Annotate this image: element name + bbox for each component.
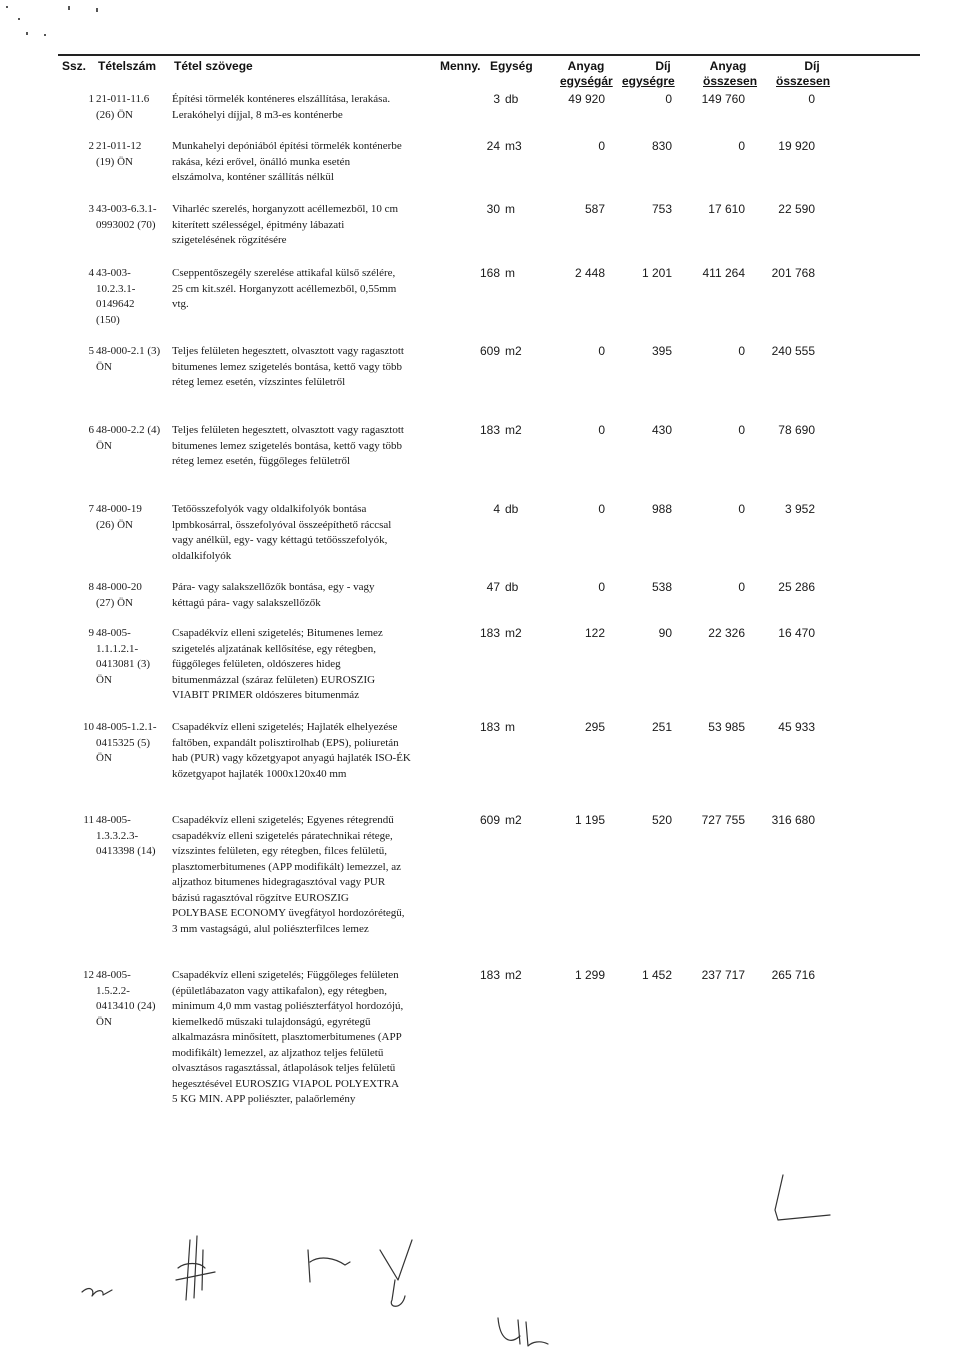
- row-code: 48-005- 1.1.1.2.1- 0413081 (3) ÖN: [96, 627, 151, 686]
- row-dij-egysegre: 830: [651, 139, 672, 153]
- row-dij-osszesen: 45 933: [778, 720, 815, 734]
- row-description: Csapadékvíz elleni szigetelés; Hajlaték elhelyezése faltőben, expandált polisztirolhab (EPS), poliuretán hab (PUR) vagy kőzetgyapot anyagú hajlaték ISO-ÉK kőzetgyapot hajlaték 1000x120x40 mm: [172, 721, 411, 780]
- row-index: 1: [88, 93, 94, 105]
- row-dij-osszesen: 19 920: [778, 139, 815, 153]
- row-quantity: 183: [479, 423, 500, 437]
- row-anyag-osszesen: 0: [738, 344, 745, 358]
- row-anyag-osszesen: 0: [738, 139, 745, 153]
- row-description: Csapadékvíz elleni szigetelés; Függőleges felületen (épületlábazaton vagy attikafalon), egy rétegben, minimum 4,0 mm vastag poliészterfátyol hordozójú, kiemelkedő műszaki tulajdonságú, egyrétegű alkalmazásra minősített, plasztomerbitumenes (APP modifikált) lemezzel, az aljzathoz teljes felületű olvasztásos ragasztással, átlapolások teljes felületű hegesztésével EUROSZIG VIAPOL POLYEXTRA 5 KG MIN. APP poliészter, palaőrlemény: [172, 969, 404, 1105]
- header-tetel-szovege: Tétel szövege: [174, 59, 253, 73]
- row-quantity: 24: [486, 139, 500, 153]
- row-code: 48-000-2.2 (4) ÖN: [96, 424, 161, 452]
- row-index: 2: [88, 140, 94, 152]
- row-code: 21-011-11.6 (26) ÖN: [96, 93, 150, 121]
- row-anyag-egysegar: 122: [584, 626, 605, 640]
- row-index: 10: [83, 721, 94, 733]
- row-code: 43-003-6.3.1- 0993002 (70): [96, 203, 157, 231]
- row-dij-osszesen: 22 590: [778, 202, 815, 216]
- row-index: 11: [83, 814, 94, 826]
- header-osszesen-1: összesen: [703, 74, 758, 88]
- row-code: 43-003- 10.2.3.1- 0149642 (150): [96, 267, 136, 326]
- row-anyag-osszesen: 22 326: [708, 626, 745, 640]
- header-anyag-1: Anyag: [567, 59, 605, 73]
- row-quantity: 30: [486, 202, 500, 216]
- row-description: Tetőösszefolyók vagy oldalkifolyók bontása lpmbkosárral, összefolyóval összeépíthető ráccsal vagy anélkül, egy- vagy kéttagú tetőösszefolyók, oldalkifolyók: [172, 503, 392, 562]
- row-anyag-egysegar: 2 448: [574, 266, 605, 280]
- row-index: 8: [88, 581, 94, 593]
- row-code: 48-000-20 (27) ÖN: [96, 581, 142, 609]
- row-description: Cseppentőszegély szerelése attikafal külső szélére, 25 cm kit.szél. Horganyzott acéllemezből, 0,55mm vtg.: [172, 267, 397, 310]
- row-unit: m2: [505, 344, 522, 358]
- row-description: Építési törmelék konténeres elszállítása, lerakása. Lerakóhelyi díjjal, 8 m3-es konténerbe: [172, 93, 391, 121]
- row-code: 48-000-2.1 (3) ÖN: [96, 345, 161, 373]
- row-dij-egysegre: 538: [651, 580, 672, 594]
- row-anyag-osszesen: 0: [738, 423, 745, 437]
- row-unit: m2: [505, 423, 522, 437]
- header-top-rule: [58, 54, 920, 56]
- row-anyag-egysegar: 1 195: [574, 813, 605, 827]
- header-egysegre: egységre: [622, 74, 675, 88]
- signature-mark-5: [380, 1240, 412, 1306]
- row-index: 9: [88, 627, 94, 639]
- row-anyag-osszesen: 0: [738, 502, 745, 516]
- row-dij-osszesen: 25 286: [778, 580, 815, 594]
- header-osszesen-2: összesen: [776, 74, 831, 88]
- row-anyag-egysegar: 0: [598, 423, 605, 437]
- row-quantity: 3: [493, 92, 500, 106]
- signature-mark-3: [176, 1236, 215, 1300]
- row-description: Pára- vagy salakszellőzők bontása, egy - vagy kéttagú pára- vagy salakszellőzők: [172, 581, 375, 609]
- row-anyag-egysegar: 0: [598, 502, 605, 516]
- row-anyag-egysegar: 587: [584, 202, 605, 216]
- header-tetelszam: Tételszám: [98, 59, 157, 73]
- row-anyag-osszesen: 237 717: [701, 968, 745, 982]
- signature-mark-2: [82, 1289, 112, 1296]
- row-unit: m: [505, 266, 515, 280]
- row-dij-osszesen: 316 680: [771, 813, 815, 827]
- row-unit: m: [505, 202, 515, 216]
- row-index: 7: [88, 503, 94, 515]
- row-index: 5: [88, 345, 94, 357]
- row-unit: m3: [505, 139, 522, 153]
- scan-specks: [4, 4, 114, 44]
- signature-mark-1: [775, 1175, 830, 1220]
- signature-mark-6: [498, 1318, 548, 1346]
- header-menny: Menny.: [440, 59, 481, 73]
- row-anyag-egysegar: 295: [584, 720, 605, 734]
- row-dij-egysegre: 395: [651, 344, 672, 358]
- row-anyag-osszesen: 17 610: [708, 202, 745, 216]
- row-unit: m2: [505, 626, 522, 640]
- row-unit: m2: [505, 813, 522, 827]
- row-description: Csapadékvíz elleni szigetelés; Bitumenes lemez szigetelés aljzatának kellősítése, egy rétegben, függőleges felületen, oldószeres hideg bitumenmázzal (száraz felületen) EUROSZIG VIABIT PRIMER oldószeres bitumenmáz: [172, 627, 383, 701]
- row-quantity: 183: [479, 968, 500, 982]
- row-anyag-osszesen: 0: [738, 580, 745, 594]
- row-anyag-egysegar: 1 299: [574, 968, 605, 982]
- row-index: 4: [88, 267, 94, 279]
- row-dij-osszesen: 265 716: [771, 968, 815, 982]
- row-dij-osszesen: 3 952: [784, 502, 815, 516]
- row-description: Viharléc szerelés, horganyzott acéllemezből, 10 cm kiterített szélességel, épitmény lábazati szigetelésének rögzítésére: [172, 203, 399, 246]
- row-unit: m: [505, 720, 515, 734]
- row-unit: db: [505, 502, 519, 516]
- row-dij-egysegre: 1 201: [641, 266, 672, 280]
- header-egysegar: egységár: [560, 74, 613, 88]
- row-anyag-egysegar: 0: [598, 344, 605, 358]
- row-code: 48-005- 1.5.2.2- 0413410 (24) ÖN: [96, 969, 156, 1028]
- row-description: Teljes felületen hegesztett, olvasztott vagy ragasztott bitumenes lemez szigetelés bontása, kettő vagy több réteg lemez esetén, függőleges felületről: [172, 424, 404, 467]
- signature-mark-4: [308, 1250, 350, 1282]
- row-description: Teljes felületen hegesztett, olvasztott vagy ragasztott bitumenes lemez szigetelés bontása, kettő vagy több réteg lemez esetén, vízszintes felületről: [172, 345, 404, 388]
- row-dij-egysegre: 251: [651, 720, 672, 734]
- row-anyag-osszesen: 411 264: [702, 266, 745, 280]
- row-unit: db: [505, 92, 519, 106]
- row-description: Csapadékvíz elleni szigetelés; Egyenes rétegrendű csapadékvíz elleni szigetelés páratechnikai rétege, vízszintes felületen, egy rétegben, filces felületű, plasztomerbitumenes (APP modifikált) lemezzel, az aljzathoz bitumenes hidegragasztóval vagy PUR bázisú ragasztóval rögzítve EUROSZIG POLYBASE ECONOMY üvegfátyol hordozórétegű, 3 mm vastagságú, alul poliészterfilces lemez: [172, 814, 405, 935]
- row-dij-osszesen: 240 555: [771, 344, 815, 358]
- row-code: 48-005- 1.3.3.2.3- 0413398 (14): [96, 814, 156, 857]
- header-ssz: Ssz.: [62, 59, 87, 73]
- row-unit: db: [505, 580, 519, 594]
- row-code: 21-011-12 (19) ÖN: [96, 140, 142, 168]
- row-dij-egysegre: 1 452: [641, 968, 672, 982]
- row-dij-osszesen: 0: [808, 92, 815, 106]
- row-anyag-osszesen: 53 985: [708, 720, 745, 734]
- row-dij-osszesen: 201 768: [771, 266, 815, 280]
- row-dij-egysegre: 90: [658, 626, 672, 640]
- row-unit: m2: [505, 968, 522, 982]
- row-quantity: 609: [479, 813, 500, 827]
- row-dij-egysegre: 430: [651, 423, 672, 437]
- row-dij-osszesen: 78 690: [778, 423, 815, 437]
- header-dij-1: Díj: [655, 59, 671, 73]
- row-quantity: 609: [479, 344, 500, 358]
- row-quantity: 47: [486, 580, 500, 594]
- row-dij-egysegre: 520: [651, 813, 672, 827]
- row-index: 12: [83, 969, 94, 981]
- row-dij-egysegre: 0: [665, 92, 672, 106]
- header-dij-2: Díj: [804, 59, 820, 73]
- row-code: 48-005-1.2.1- 0415325 (5) ÖN: [96, 721, 157, 764]
- row-anyag-osszesen: 149 760: [701, 92, 745, 106]
- header-egyseg: Egység: [490, 59, 533, 73]
- row-anyag-osszesen: 727 755: [701, 813, 745, 827]
- row-description: Munkahelyi depóniából építési törmelék konténerbe rakása, kézi erővel, önálló munka esetén elszámolva, konténer szállítás nélkül: [172, 140, 402, 183]
- row-quantity: 4: [493, 502, 500, 516]
- row-quantity: 168: [479, 266, 500, 280]
- row-code: 48-000-19 (26) ÖN: [96, 503, 142, 531]
- row-anyag-egysegar: 0: [598, 139, 605, 153]
- header-anyag-2: Anyag: [709, 59, 747, 73]
- row-dij-egysegre: 753: [651, 202, 672, 216]
- row-dij-osszesen: 16 470: [778, 626, 815, 640]
- row-quantity: 183: [479, 626, 500, 640]
- row-dij-egysegre: 988: [651, 502, 672, 516]
- row-index: 3: [88, 203, 94, 215]
- row-index: 6: [88, 424, 94, 436]
- row-anyag-egysegar: 0: [598, 580, 605, 594]
- row-quantity: 183: [479, 720, 500, 734]
- row-anyag-egysegar: 49 920: [568, 92, 605, 106]
